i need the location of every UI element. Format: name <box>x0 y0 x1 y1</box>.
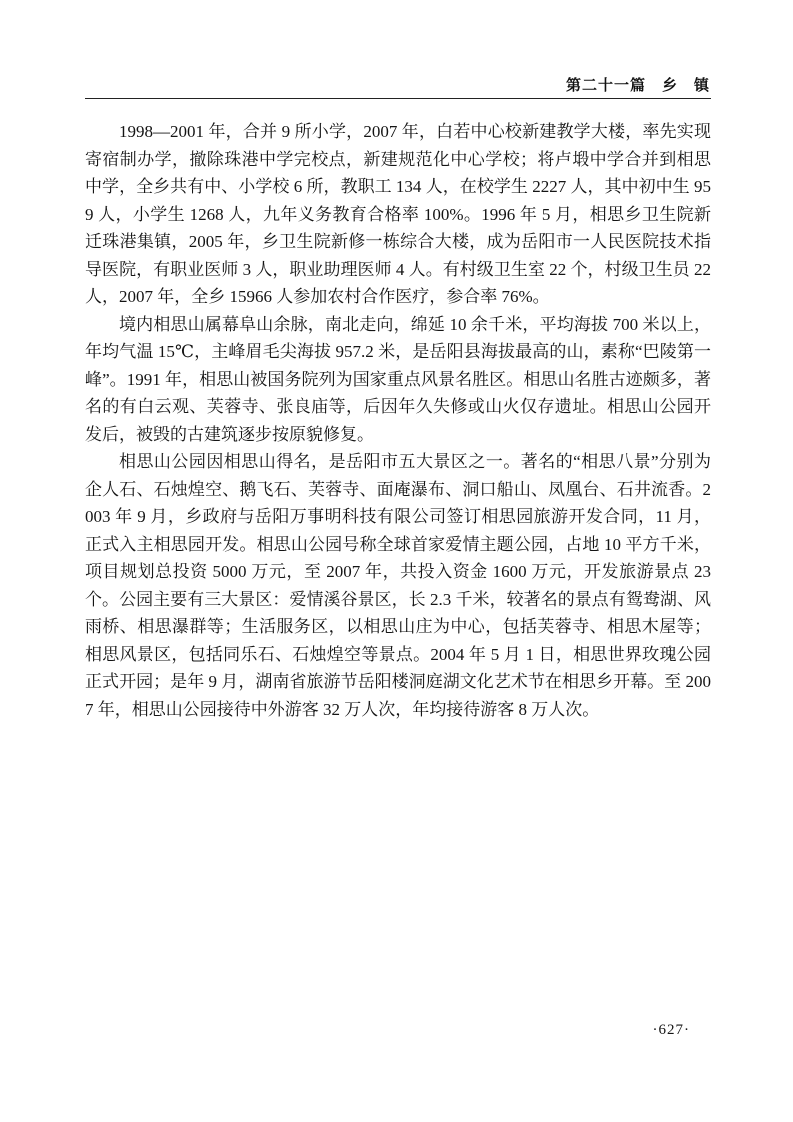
paragraph-xiangsi-park: 相思山公园因相思山得名，是岳阳市五大景区之一。著名的“相思八景”分别为企人石、石烛煌空、鹅飞石、芙蓉寺、面庵瀑布、洞口船山、凤凰台、石井流香。2003 年 9 月，乡政府与岳阳万事明科技有限公司签订相思园旅游开发合同，11 月，正式入主相思园开发。相思山公园号称全球首家爱情主题公园，占地 10 平方千米，项目规划总投资 5000 万元，至 2007 年，共投入资金 1600 万元，开发旅游景点 23 个。公园主要有三大景区：爱情溪谷景区，长 2.3 千米，较著名的景点有鸳鸯湖、风雨桥、相思瀑群等；生活服务区，以相思山庄为中心，包括芙蓉寺、相思木屋等；相思风景区，包括同乐石、石烛煌空等景点。2004 年 5 月 1 日，相思世界玫瑰公园正式开园；是年 9 月，湖南省旅游节岳阳楼洞庭湖文化艺术节在相思乡开幕。至 2007 年，相思山公园接待中外游客 32 万人次，年均接待游客 8 万人次。 <box>85 452 711 719</box>
paragraph-education-health: 1998—2001 年，合并 9 所小学，2007 年，白若中心校新建教学大楼，率先实现寄宿制办学，撤除珠港中学完校点，新建规范化中心学校；将卢塅中学合并到相思中学，全乡共有中、小学校 6 所，教职工 134 人，在校学生 2227 人，其中初中生 959 人，小学生 1268 人，九年义务教育合格率 100%。1996 年 5 月，相思乡卫生院新迁珠港集镇，2005 年，乡卫生院新修一栋综合大楼，成为岳阳市一人民医院技术指导医院，有职业医师 3 人，职业助理医师 4 人。有村级卫生室 22 个，村级卫生员 22 人，2007 年，全乡 15966 人参加农村合作医疗，参合率 76%。 <box>85 122 711 306</box>
page-body <box>85 118 711 723</box>
running-header-title: 第二十一篇 乡 镇 <box>565 78 710 94</box>
page-number: ·627· <box>652 1022 690 1038</box>
paragraph-xiangsi-mountain: 境内相思山属幕阜山余脉，南北走向，绵延 10 余千米，平均海拔 700 米以上，年均气温 15℃，主峰眉毛尖海拔 957.2 米，是岳阳县海拔最高的山，素称“巴陵第一峰”。1991 年，相思山被国务院列为国家重点风景名胜区。相思山名胜古迹颇多，著名的有白云观、芙蓉寺、张良庙等，后因年久失修或山火仅存遗址。相思山公园开发后，被毁的古建筑逐步按原貌修复。 <box>85 314 711 444</box>
header-rule <box>85 98 711 99</box>
